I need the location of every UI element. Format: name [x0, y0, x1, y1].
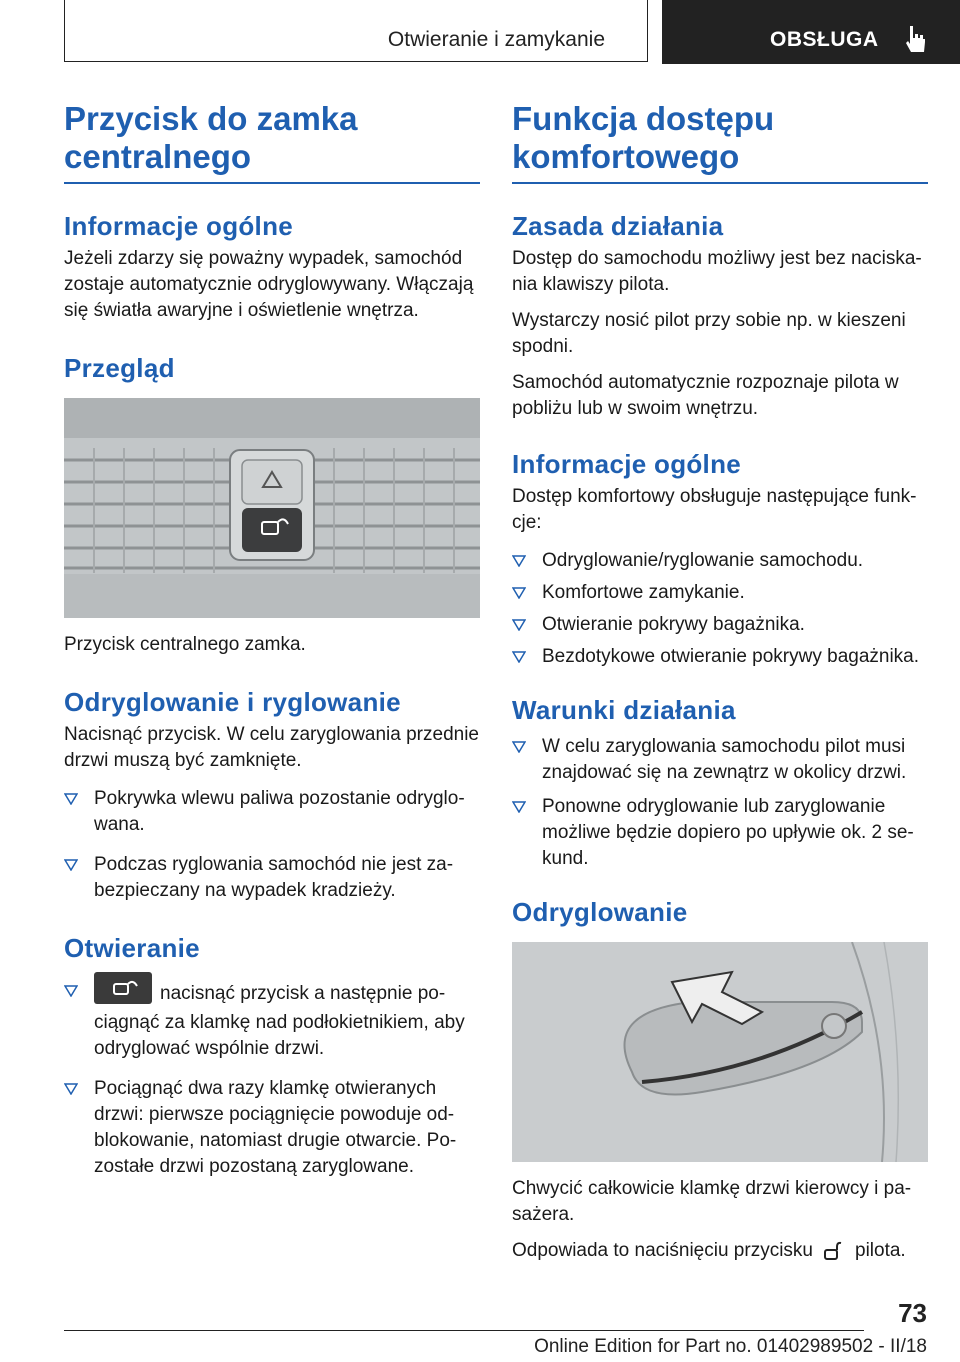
unlock-icon [823, 1240, 845, 1262]
list-item [64, 852, 480, 904]
right-title: Funkcja dostępu komfortowego [512, 100, 928, 184]
left-column [64, 100, 480, 1180]
list-item [64, 786, 480, 838]
door-handle-illustration [512, 942, 928, 1162]
list-item [512, 548, 928, 574]
last-text-after: pilota. [855, 1240, 906, 1261]
right-figure-caption: Chwycić całkowicie klamkę drzwi kierowcy i pa-sażera. [512, 1178, 912, 1225]
last-text-before: Odpowiada to naciśnięciu przycisku [512, 1240, 813, 1261]
list-item [64, 978, 480, 1062]
info-text: Jeżeli zdarzy się poważny wypadek, samochód zostaje automatycznie odryglowywany. Włączają się światła awaryjne i oświetlenie wnętrza. [64, 248, 474, 321]
section-tab [64, 0, 648, 62]
list-item [512, 644, 928, 670]
left-title: Przycisk do zamka centralnego [64, 100, 480, 184]
triangle-bullet-icon [64, 859, 78, 871]
list-item [512, 734, 928, 786]
right-column [512, 100, 928, 1264]
principle-text-2: Wystarczy nosić pilot przy sobie np. w kieszeni spodni. [512, 310, 906, 357]
triangle-bullet-icon [512, 801, 526, 813]
page-number: 73 [898, 1298, 927, 1328]
triangle-bullet-icon [512, 741, 526, 753]
open-bullet-text: nacisnąć przycisk a następnie po-ciągnąć za klamkę nad podłokietnikiem, aby odryglować wspólnie drzwi. [94, 983, 465, 1059]
lock-bullet-text: Podczas ryglowania samochód nie jest za-bezpieczany na wypadek kradzieży. [94, 854, 454, 901]
open-heading: Otwieranie [64, 933, 200, 963]
list-item [512, 612, 928, 638]
lock-heading: Odryglowanie i ryglowanie [64, 687, 401, 717]
info-bullet-text: Odryglowanie/ryglowanie samochodu. [542, 550, 864, 571]
triangle-bullet-icon [64, 1083, 78, 1095]
principle-text-3: Samochód automatycznie rozpoznaje pilota w pobliżu lub w swoim wnętrzu. [512, 372, 899, 419]
conditions-bullet-text: Ponowne odryglowanie lub zaryglowanie możliwe będzie dopiero po upływie ok. 2 se-kund. [542, 796, 914, 869]
pointing-hand-icon [902, 24, 928, 54]
door-handle-figure [512, 942, 928, 1162]
conditions-bullet-text: W celu zaryglowania samochodu pilot musi znajdować się na zewnątrz w okolicy drzwi. [542, 736, 907, 783]
chapter-tab [662, 0, 960, 64]
chapter-title: OBSŁUGA [770, 28, 879, 51]
triangle-bullet-icon [512, 555, 526, 567]
list-item [64, 1076, 480, 1180]
lock-bullet-text: Pokrywka wlewu paliwa pozostanie odryglo-wana. [94, 788, 465, 835]
unlock-door-button-icon [94, 972, 152, 1004]
info-bullet-text: Otwieranie pokrywy bagażnika. [542, 614, 805, 635]
list-item [512, 794, 928, 872]
unlock-heading: Odryglowanie [512, 897, 688, 927]
info-bullet-list [512, 548, 928, 670]
triangle-bullet-icon [64, 793, 78, 805]
page-header [64, 0, 960, 64]
lock-text: Nacisnąć przycisk. W celu zaryglowania przednie drzwi muszą być zamknięte. [64, 724, 479, 771]
triangle-bullet-icon [512, 651, 526, 663]
vent-panel-illustration [64, 398, 480, 618]
conditions-heading: Warunki działania [512, 695, 736, 725]
info-bullet-text: Komfortowe zamykanie. [542, 582, 745, 603]
triangle-bullet-icon [64, 985, 78, 997]
info-bullet-text: Bezdotykowe otwieranie pokrywy bagażnika. [542, 646, 920, 667]
central-lock-button-figure [64, 398, 480, 618]
right-info-text: Dostęp komfortowy obsługuje następujące funk-cje: [512, 486, 917, 533]
left-figure-caption: Przycisk centralnego zamka. [64, 634, 306, 655]
footer-edition: Online Edition for Part no. 01402989502 - II/18 [534, 1336, 927, 1357]
overview-heading: Przegląd [64, 353, 175, 383]
open-bullet-list [64, 978, 480, 1180]
last-text [512, 1238, 928, 1264]
principle-heading: Zasada działania [512, 211, 724, 241]
open-bullet-text: Pociągnąć dwa razy klamkę otwieranych drzwi: pierwsze pociągnięcie powoduje od-blokowanie, natomiast drugie otwarcie. Po-zostałe drzwi pozostaną zaryglowane. [94, 1078, 457, 1177]
info-heading: Informacje ogólne [64, 211, 294, 241]
list-item [512, 580, 928, 606]
triangle-bullet-icon [512, 587, 526, 599]
lock-bullet-list [64, 786, 480, 904]
conditions-bullet-list [512, 734, 928, 872]
footer-divider [64, 1330, 864, 1331]
principle-text-1: Dostęp do samochodu możliwy jest bez naciska-nia klawiszy pilota. [512, 248, 922, 295]
section-title: Otwieranie i zamykanie [387, 28, 605, 51]
triangle-bullet-icon [512, 619, 526, 631]
right-info-heading: Informacje ogólne [512, 449, 742, 479]
